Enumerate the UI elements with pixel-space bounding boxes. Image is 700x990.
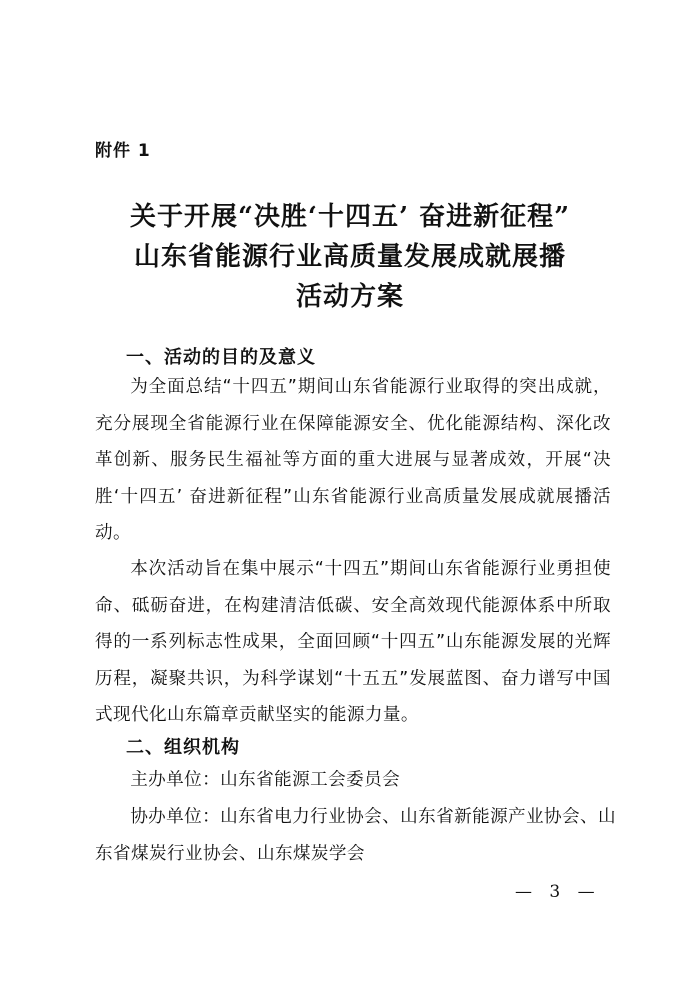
paragraph-purpose-2: 本次活动旨在集中展示“十四五”期间山东省能源行业勇担使命、砥砺奋进，在构建清洁低碳、安全高效现代能源体系中所取得的一系列标志性成果，全面回顾“十四五”山东能源发展的光辉历程，凝聚共识，为科学谋划“十五五”发展蓝图、奋力谱写中国式现代化山东篇章贡献坚实的能源力量。 — [95, 559, 611, 725]
section-heading-purpose: 一、活动的目的及意义 — [126, 347, 316, 368]
document-title-line-1: 关于开展“决胜‘十四五’ 奋进新征程” — [129, 202, 571, 232]
section-heading-organization: 二、组织机构 — [126, 737, 240, 758]
organizer-line: 主办单位：山东省能源工会委员会 — [130, 770, 401, 790]
page-number: — 3 — — [515, 882, 601, 902]
attachment-label: 附件 1 — [95, 141, 151, 161]
co-organizer-line: 协办单位：山东省电力行业协会、山东省新能源产业协会、山东省煤炭行业协会、山东煤炭学会 — [95, 807, 617, 864]
document-title-line-2: 山东省能源行业高质量发展成就展播 — [133, 242, 566, 272]
paragraph-purpose-1: 为全面总结“十四五”期间山东省能源行业取得的突出成就，充分展现全省能源行业在保障能源安全、优化能源结构、深化改革创新、服务民生福祉等方面的重大进展与显著成效，开展“决胜‘十四五’ 奋进新征程”山东省能源行业高质量发展成就展播活动。 — [95, 377, 611, 543]
document-title-line-3: 活动方案 — [295, 282, 404, 312]
